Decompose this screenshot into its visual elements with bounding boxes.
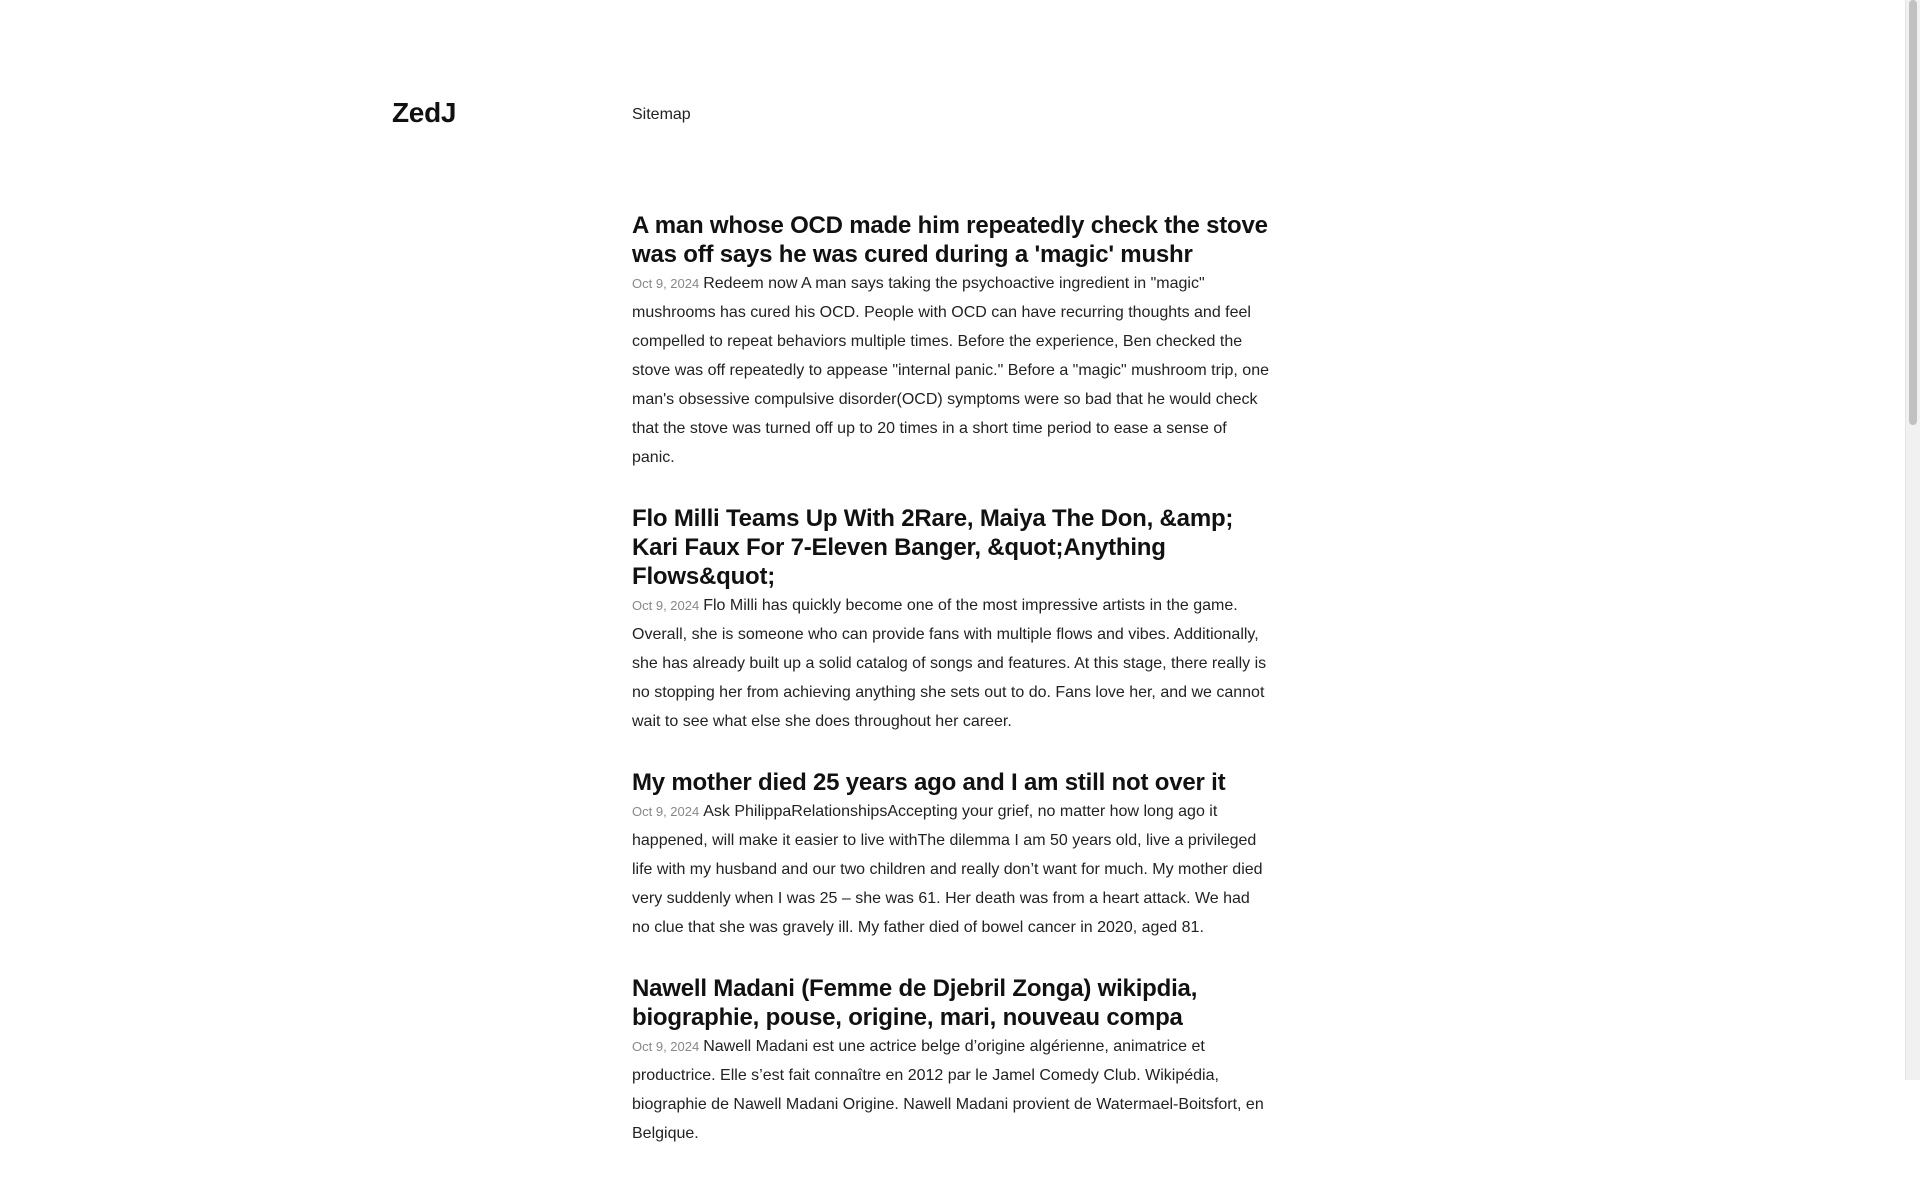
post-excerpt: Nawell Madani est une actrice belge d’origine algérienne, animatrice et productrice. Elle s’est fait connaître en 2012 par le Jamel Comedy Club. Wikipédia, biographie de Nawell Madani Origine. Nawell Madani provient de Watermael-Boitsfort, en Belgique. xyxy=(632,1038,1264,1142)
post-date: Oct 9, 2024 xyxy=(632,598,700,613)
post-excerpt: Flo Milli has quickly become one of the most impressive artists in the game. Overall, she is someone who can provide fans with multiple flows and vibes. Additionally, she has already built up a solid catalog of songs and features. At this stage, there really is no stopping her from achieving anything she sets out to do. Fans love her, and we cannot wait to see what else she does throughout her career. xyxy=(632,597,1267,730)
post-excerpt-paragraph xyxy=(632,591,1272,736)
post-title-link[interactable]: Flo Milli Teams Up With 2Rare, Maiya The Don, &amp; Kari Faux For 7-Eleven Banger, &quot;Anything Flows&quot; xyxy=(632,505,1234,590)
post-excerpt: Ask PhilippaRelationshipsAccepting your grief, no matter how long ago it happened, will make it easier to live withThe dilemma I am 50 years old, live a privileged life with my husband and our two children and really don’t want for much. My mother died very suddenly when I was 25 – she was 61. Her death was from a heart attack. We had no clue that she was gravely ill. My father died of bowel cancer in 2020, aged 81. xyxy=(632,803,1263,936)
post-title-link[interactable]: A man whose OCD made him repeatedly check the stove was off says he was cured during a 'magic' mushr xyxy=(632,212,1268,268)
site-title-link[interactable]: ZedJ xyxy=(392,97,457,128)
post-date: Oct 9, 2024 xyxy=(632,804,700,819)
vertical-scrollbar[interactable] xyxy=(1905,0,1920,1080)
post-date: Oct 9, 2024 xyxy=(632,276,700,291)
post-item xyxy=(632,974,1272,1148)
scrollbar-thumb[interactable] xyxy=(1909,0,1917,425)
nav-link-sitemap[interactable]: Sitemap xyxy=(632,106,691,123)
post-excerpt-paragraph xyxy=(632,269,1272,472)
post-item xyxy=(632,211,1272,472)
main-nav xyxy=(632,104,691,126)
post-excerpt-paragraph xyxy=(632,797,1272,942)
post-title xyxy=(632,974,1272,1032)
post-title-link[interactable]: My mother died 25 years ago and I am still not over it xyxy=(632,769,1226,796)
post-title xyxy=(632,504,1272,591)
post-title xyxy=(632,768,1272,797)
post-list xyxy=(632,211,1272,1180)
post-title-link[interactable]: Nawell Madani (Femme de Djebril Zonga) wikipdia, biographie, pouse, origine, mari, nouveau compa xyxy=(632,975,1198,1031)
post-item xyxy=(632,768,1272,942)
post-excerpt: Redeem now A man says taking the psychoactive ingredient in "magic" mushrooms has cured his OCD. People with OCD can have recurring thoughts and feel compelled to repeat behaviors multiple times. Before the experience, Ben checked the stove was off repeatedly to appease "internal panic." Before a "magic" mushroom trip, one man's obsessive compulsive disorder(OCD) symptoms were so bad that he would check that the stove was turned off up to 20 times in a short time period to ease a sense of panic. xyxy=(632,275,1269,466)
post-excerpt-paragraph xyxy=(632,1032,1272,1148)
post-item xyxy=(632,504,1272,736)
post-date: Oct 9, 2024 xyxy=(632,1039,700,1054)
post-title xyxy=(632,211,1272,269)
